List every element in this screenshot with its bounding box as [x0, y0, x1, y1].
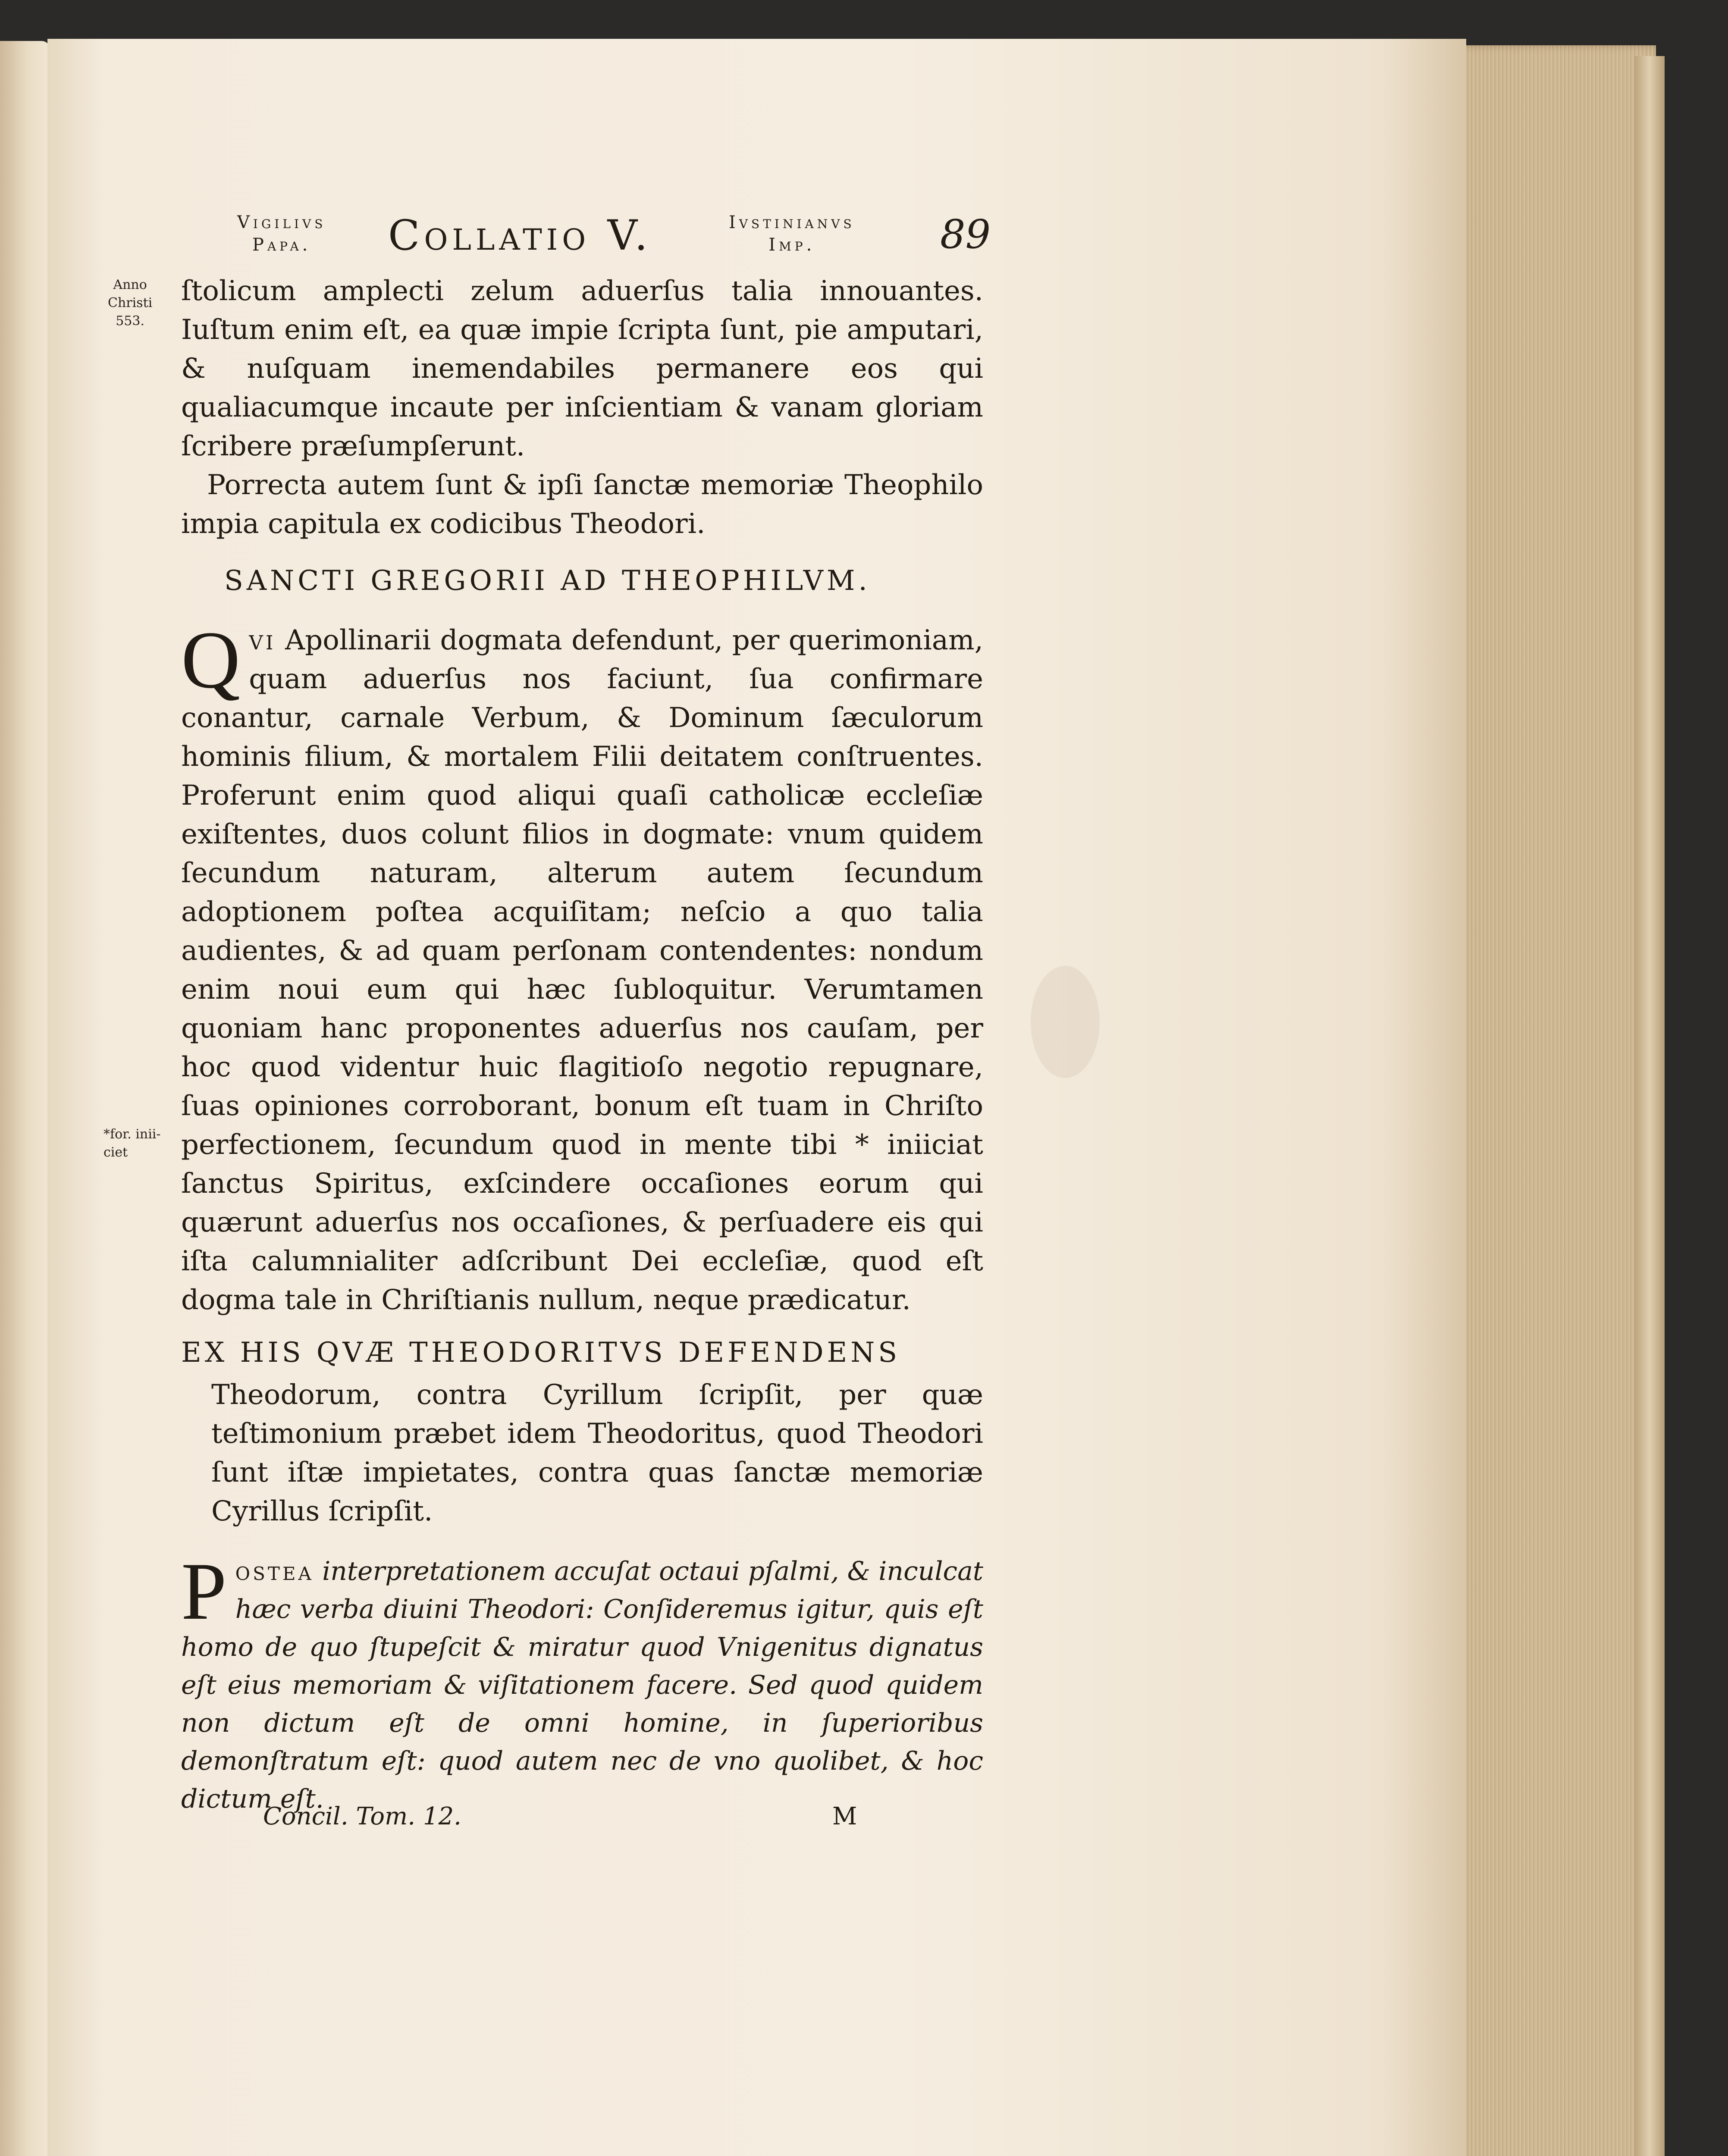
postea-body: interpretationem accuſat octaui pſalmi, & inculcat hæc verba diuini Theodori: Conſideremus igitur, quis eſt homo de quo ſtupeſcit & miratur quod Vnigenitus dignatus eſt eius memoriam & viſitationem facere. Sed quod quidem non dictum eſt de omni homine, in ſuperioribus demonſtratum eſt: quod autem nec de vno quolibet, & hoc dictum eſt. — [181, 1556, 983, 1814]
paragraph-porrecta: Porrecta autem ſunt & ipſi ſanctæ memoriæ Theophilo impia capitula ex codicibus Theodori. — [181, 469, 983, 540]
section-heading-theodoritus: EX HIS QVÆ THEODORITVS DEFENDENS — [181, 1337, 901, 1369]
section-heading-gregorii: SANCTI GREGORII AD THEOPHILVM. — [224, 565, 871, 597]
opening-text — [181, 272, 983, 543]
footer-volume: Concil. Tom. 12. — [263, 1802, 461, 1830]
postea-passage — [181, 1546, 983, 1818]
page-number: 89 — [940, 211, 991, 257]
margin-variant-note: *for. inii- ciet — [103, 1127, 161, 1160]
drop-cap-p: P — [181, 1546, 227, 1637]
paragraph-continued: ſtolicum amplecti zelum aduerſus talia innouantes. Iuſtum enim eſt, ea quæ impie ſcripta ſunt, pie amputari, & nuſquam inemendabiles permanere eos qui qualiacumque incaute per inſcientiam & vanam gloriam ſcribere præſumpſerunt. — [181, 275, 983, 462]
gregorii-letter — [181, 615, 984, 1319]
facing-page-edge — [0, 41, 50, 2156]
heading-continuation: Theodorum, contra Cyrillum ſcripſit, per quæ teſtimonium præbet idem Theodoritus, quod Theodori ſunt iſtæ impietates, contra quas ſanctæ memoriæ Cyrillus ſcripſit. — [211, 1379, 983, 1527]
header-right: Ivstinianvs Imp. — [729, 213, 855, 255]
header-title: Collatio V. — [388, 211, 652, 260]
header-left: Vigilivs Papa. — [237, 213, 326, 255]
book-cover-edge — [1634, 56, 1665, 2156]
running-header — [181, 211, 991, 272]
lead-word-postea: ostea — [235, 1556, 314, 1586]
book-fore-edge — [1453, 45, 1656, 2156]
drop-cap-q: Q — [181, 615, 241, 705]
letter-body: Apollinarii dogmata defendunt, per querimoniam, quam aduerſus nos faciunt, ſua confirmare conantur, carnale Verbum, & Dominum ſæculorum hominis filium, & mortalem Filii deitatem conſtruentes. Proferunt enim quod aliqui quaſi catholicæ eccleſiæ exiſtentes, duos colunt filios in dogmate: vnum quidem ſecundum naturam, alterum autem ſecundum adoptionem poſtea acquiſitam; neſcio a quo talia audientes, & ad quam perſonam contendentes: nondum enim noui eum qui hæc ſubloquitur. Verumtamen quoniam hanc proponentes aduerſus nos cauſam, per hoc quod videntur huic flagitioſo negotio repugnare, ſuas opiniones corroborant, bonum eſt tuam in Chriſto perfectionem, ſecundum quod in mente tibi * iniiciat ſanctus Spiritus, exſcindere occaſiones eorum qui quærunt aduerſus nos occaſiones, & perſuadere eis qui iſta calumnialiter adſcribunt Dei eccleſiæ, quod eſt dogma tale in Chriſtianis nullum, neque prædicatur. — [181, 624, 984, 1316]
footer-signature: M — [832, 1802, 857, 1830]
margin-year-note: Anno Christi 553. — [108, 277, 153, 329]
paper-stain — [1031, 966, 1100, 1078]
lead-word: vi — [249, 624, 276, 656]
